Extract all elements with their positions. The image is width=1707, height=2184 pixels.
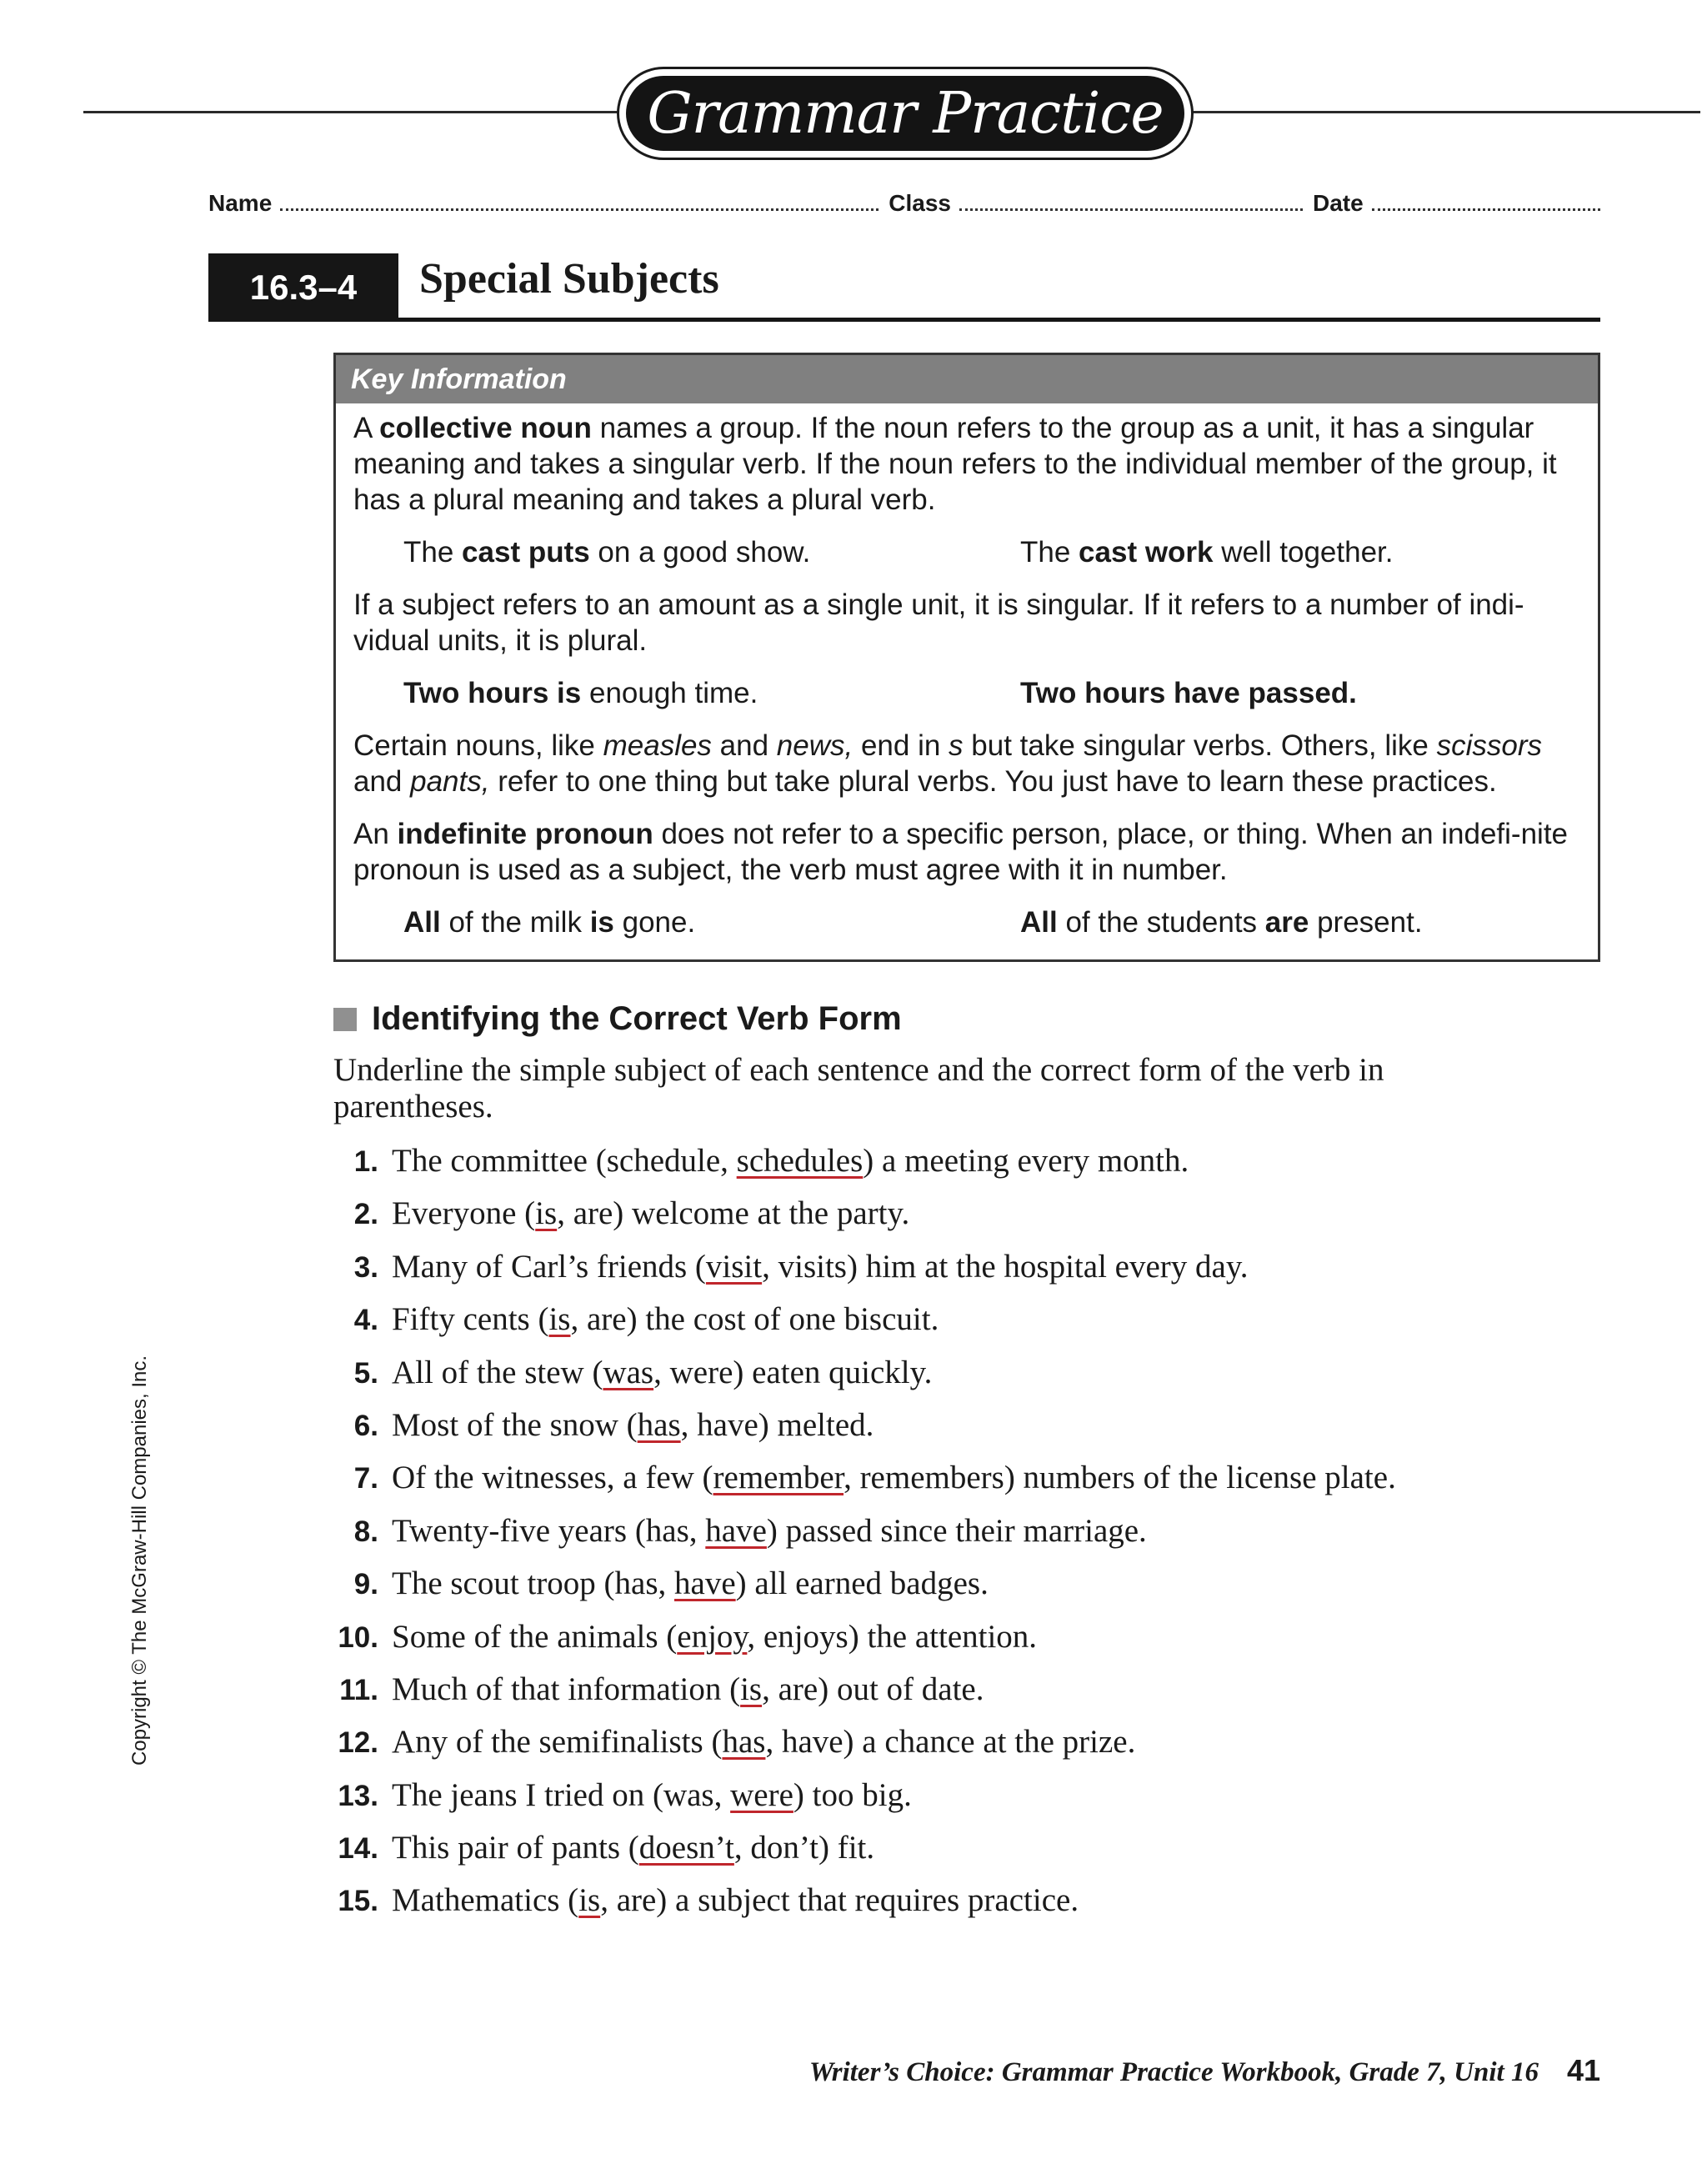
item-sentence: [392, 1406, 874, 1444]
text-run: , enjoys) the attention.: [747, 1618, 1038, 1655]
example-1-left: [403, 534, 1020, 570]
exercise-item: [333, 1723, 1634, 1776]
text-run: The: [1020, 536, 1079, 569]
text-run: gone.: [613, 906, 696, 939]
text-run: is: [589, 906, 614, 939]
exercise-item: [333, 1459, 1634, 1511]
example-2-left: [403, 675, 1020, 711]
exercise-item: [333, 1512, 1634, 1565]
item-number: 15.: [338, 1885, 378, 1918]
text-run: cast work: [1079, 536, 1214, 569]
text-run: well together.: [1213, 536, 1394, 569]
item-sentence: [392, 1829, 874, 1866]
text-run: All: [403, 906, 441, 939]
underlined-answer: is: [578, 1882, 601, 1919]
text-run: ) too big.: [793, 1776, 912, 1813]
key-paragraph-3: [353, 728, 1581, 799]
text-run: on a good show.: [589, 536, 811, 569]
item-number: 12.: [338, 1726, 378, 1760]
item-sentence: [392, 1776, 912, 1814]
item-number: 1.: [353, 1145, 378, 1178]
item-number: 5.: [353, 1356, 378, 1390]
text-run: Of the witnesses, a few (: [392, 1460, 713, 1496]
text-run: All: [1020, 906, 1058, 939]
key-information-heading: Key Information: [336, 355, 1598, 403]
text-run: , were) eaten quickly.: [653, 1354, 933, 1390]
text-run: Mathematics (: [392, 1882, 579, 1919]
underlined-answer: have: [674, 1565, 736, 1602]
item-sentence: [392, 1618, 1037, 1656]
text-run: Most of the snow (: [392, 1406, 638, 1443]
example-row-2: [403, 675, 1581, 711]
text-run: and: [711, 729, 777, 762]
item-number: 13.: [338, 1779, 378, 1812]
text-run: Two hours is: [403, 677, 582, 709]
title-banner: [617, 67, 1194, 160]
text-run: Two hours have passed.: [1020, 677, 1357, 709]
date-field[interactable]: [1372, 192, 1600, 211]
text-run: indefinite pronoun: [397, 818, 653, 850]
text-run: The: [403, 536, 463, 569]
exercise-item: [333, 1142, 1634, 1195]
text-run: cast puts: [462, 536, 590, 569]
text-run: The committee (schedule,: [392, 1143, 737, 1179]
text-run: Any of the semifinalists (: [392, 1724, 723, 1761]
text-run: A: [353, 412, 380, 444]
text-run: , are) the cost of one biscuit.: [570, 1301, 939, 1338]
exercise-list: [333, 1142, 1634, 1935]
text-run: , are) a subject that requires practice.: [600, 1882, 1079, 1919]
item-sentence: [392, 1671, 984, 1708]
item-number: 7.: [353, 1462, 378, 1495]
text-run: The jeans I tried on (was,: [392, 1776, 731, 1813]
exercise-item: [333, 1829, 1634, 1881]
text-run: Everyone (: [392, 1195, 536, 1232]
underlined-answer: was: [603, 1354, 654, 1390]
text-run: , remembers) numbers of the license plate.: [843, 1460, 1396, 1496]
exercise-heading-text: Identifying the Correct Verb Form: [372, 1000, 902, 1037]
text-run: , don’t) fit.: [733, 1830, 875, 1866]
text-run: This pair of pants (: [392, 1830, 639, 1866]
text-run: , have) a chance at the prize.: [765, 1724, 1136, 1761]
item-number: 3.: [353, 1250, 378, 1284]
class-label: Class: [889, 190, 951, 216]
underlined-answer: remember: [713, 1460, 844, 1496]
exercise-heading: [333, 1000, 902, 1038]
section-rule: [398, 318, 1600, 322]
underlined-answer: were: [730, 1776, 793, 1813]
example-2-right: [1020, 675, 1357, 711]
exercise-instructions: Underline the simple subject of each sentence and the correct form of the verb in parentheses.: [333, 1052, 1384, 1125]
page-footer: [809, 2053, 1600, 2088]
text-run: names a group. If the noun refers to the group as a unit, it has a singular meaning and takes a singular verb. If the noun refers to the individual member of the group, it has a plural meaning and takes a plural verb.: [353, 412, 1557, 516]
underlined-answer: schedules: [736, 1143, 864, 1179]
text-run: does not refer to a specific person, place, or thing. When an indefi-nite pronoun is used as a subject, the verb must agree with it in number.: [353, 818, 1569, 886]
item-sentence: [392, 1195, 909, 1232]
exercise-item: [333, 1300, 1634, 1353]
item-sentence: [392, 1565, 989, 1602]
name-class-date-row: [208, 190, 1600, 223]
exercise-item: [333, 1195, 1634, 1247]
text-run: end in: [853, 729, 949, 762]
text-run: Many of Carl’s friends (: [392, 1248, 706, 1285]
text-run: collective noun: [379, 412, 592, 444]
item-sentence: [392, 1300, 939, 1338]
text-run: ) a meeting every month.: [863, 1143, 1189, 1179]
text-run: of the milk: [440, 906, 590, 939]
text-run: , have) melted.: [680, 1406, 874, 1443]
name-field[interactable]: [280, 192, 879, 211]
underlined-answer: doesn’t: [638, 1830, 734, 1866]
text-run: present.: [1309, 906, 1423, 939]
exercise-item: [333, 1618, 1634, 1671]
key-information-box: [333, 353, 1600, 962]
page-title: Grammar Practice: [647, 80, 1164, 147]
underlined-answer: has: [637, 1406, 681, 1443]
text-run: Certain nouns, like: [353, 729, 603, 762]
title-banner-inner: [626, 76, 1184, 151]
exercise-item: [333, 1671, 1634, 1723]
example-row-1: [403, 534, 1581, 570]
text-run: , are) welcome at the party.: [557, 1195, 910, 1232]
date-label: Date: [1312, 190, 1364, 216]
section-number: 16.3–4: [208, 253, 398, 322]
text-run: but take singular verbs. Others, like: [963, 729, 1437, 762]
text-run: measles: [603, 729, 712, 762]
example-3-right: [1020, 904, 1423, 940]
underlined-answer: is: [740, 1671, 763, 1707]
text-run: Fifty cents (: [392, 1301, 549, 1338]
text-run: scissors: [1436, 729, 1542, 762]
text-run: The scout troop (has,: [392, 1565, 675, 1602]
example-row-3: [403, 904, 1581, 940]
underlined-answer: have: [705, 1512, 767, 1549]
exercise-item: [333, 1406, 1634, 1459]
item-number: 8.: [353, 1515, 378, 1548]
exercise-item: [333, 1565, 1634, 1617]
item-sentence: [392, 1354, 932, 1391]
example-3-left: [403, 904, 1020, 940]
text-run: , are) out of date.: [762, 1671, 984, 1707]
text-run: s: [949, 729, 964, 762]
item-sentence: [392, 1142, 1189, 1180]
exercise-item: [333, 1776, 1634, 1829]
item-sentence: [392, 1248, 1249, 1285]
item-sentence: [392, 1512, 1147, 1550]
item-number: 6.: [353, 1409, 378, 1442]
text-run: If a subject refers to an amount as a single unit, it is singular. If it refers to a number of indi-vidual units, it is plural.: [353, 589, 1524, 657]
underlined-answer: visit: [705, 1248, 763, 1285]
text-run: pants,: [410, 765, 490, 798]
item-number: 10.: [338, 1620, 378, 1654]
item-sentence: [392, 1723, 1135, 1761]
text-run: of the students: [1057, 906, 1265, 939]
text-run: refer to one thing but take plural verbs. You just have to learn these practices.: [489, 765, 1497, 798]
page-number: 41: [1566, 2053, 1600, 2087]
class-field[interactable]: [959, 192, 1303, 211]
item-number: 9.: [353, 1568, 378, 1601]
item-sentence: [392, 1881, 1079, 1919]
text-run: enough time.: [581, 677, 758, 709]
key-information-body: [336, 403, 1598, 940]
text-run: are: [1264, 906, 1309, 939]
name-label: Name: [208, 190, 273, 216]
text-run: , visits) him at the hospital every day.: [762, 1248, 1249, 1285]
text-run: Twenty-five years (has,: [392, 1512, 706, 1549]
exercise-item: [333, 1881, 1634, 1934]
text-run: Some of the animals (: [392, 1618, 678, 1655]
copyright-notice: Copyright © The McGraw-Hill Companies, Inc.: [128, 1355, 151, 1766]
text-run: ) passed since their marriage.: [766, 1512, 1147, 1549]
item-number: 11.: [339, 1673, 378, 1706]
key-paragraph-4: [353, 816, 1581, 888]
underlined-answer: has: [722, 1724, 766, 1761]
key-paragraph-2: [353, 587, 1581, 659]
key-paragraph-1: [353, 410, 1581, 518]
footer-book-title: Writer’s Choice: Grammar Practice Workbook, Grade 7, Unit 16: [808, 2057, 1539, 2087]
square-bullet-icon: [333, 1008, 357, 1031]
example-1-right: [1020, 534, 1393, 570]
item-number: 2.: [353, 1198, 378, 1231]
underlined-answer: enjoy: [677, 1618, 748, 1655]
underlined-answer: is: [548, 1301, 571, 1338]
exercise-item: [333, 1354, 1634, 1406]
item-number: 4.: [353, 1304, 378, 1337]
text-run: news,: [776, 729, 854, 762]
text-run: ) all earned badges.: [735, 1565, 989, 1602]
underlined-answer: is: [535, 1195, 558, 1232]
text-run: and: [353, 765, 411, 798]
text-run: An: [353, 818, 398, 850]
text-run: All of the stew (: [392, 1354, 603, 1390]
text-run: Much of that information (: [392, 1671, 741, 1707]
item-number: 14.: [338, 1832, 378, 1866]
exercise-item: [333, 1248, 1634, 1300]
item-sentence: [392, 1459, 1396, 1496]
section-title: Special Subjects: [419, 255, 719, 303]
